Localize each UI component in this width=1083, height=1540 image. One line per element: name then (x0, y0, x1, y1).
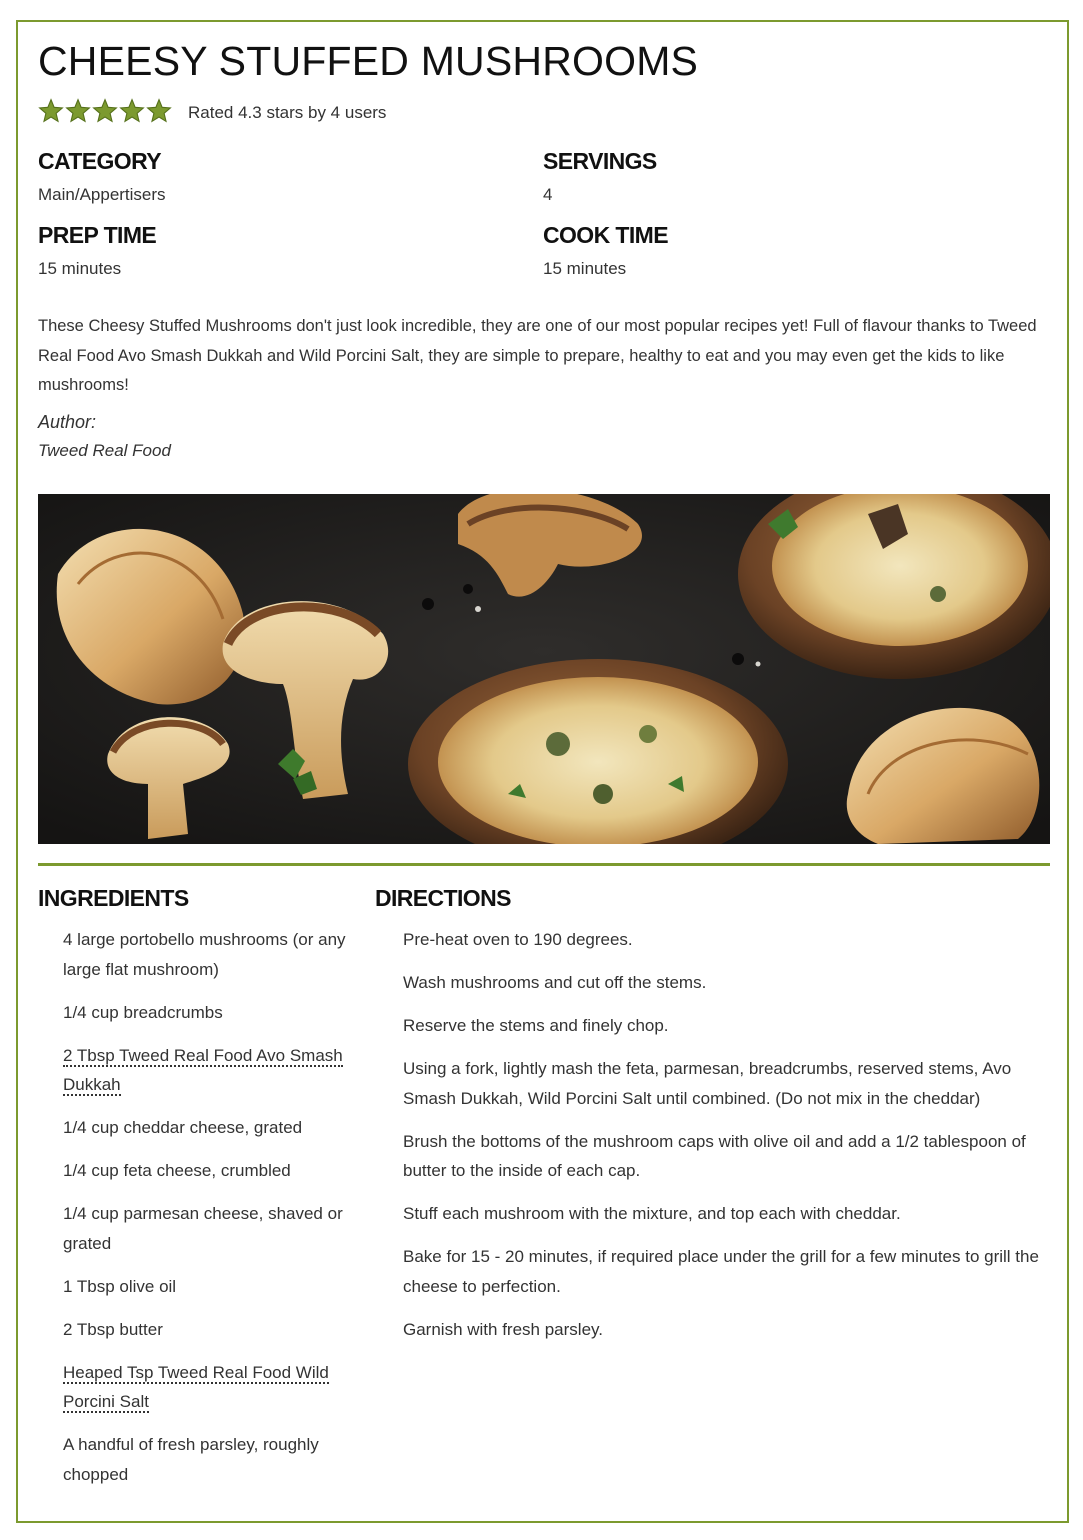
ingredient-item: 1/4 cup cheddar cheese, grated (63, 1118, 303, 1137)
ingredient-item: 1 Tbsp olive oil (63, 1276, 177, 1296)
direction-step: Using a fork, lightly mash the feta, parmesan, breadcrumbs, reserved stems, Avo Smash Dukkah, Wild Porcini Salt until combined. (Do not mix in the cheddar) (403, 1059, 1012, 1108)
ingredient-item: 1/4 cup breadcrumbs (63, 1002, 223, 1022)
star-rating[interactable] (38, 98, 172, 124)
direction-step: Stuff each mushroom with the mixture, and top each with cheddar. (403, 1204, 901, 1223)
author-name: Tweed Real Food (38, 441, 171, 460)
category-label: CATEGORY (38, 148, 161, 174)
star-icon[interactable] (65, 98, 91, 124)
ingredient-item: 1/4 cup parmesan cheese, shaved or grated (63, 1204, 343, 1253)
cook-time-label: COOK TIME (543, 222, 668, 248)
section-divider (38, 863, 1050, 866)
direction-step: Bake for 15 - 20 minutes, if required place under the grill for a few minutes to grill the cheese to perfection. (403, 1247, 1039, 1296)
cook-time-value: 15 minutes (543, 259, 627, 278)
rating (38, 98, 386, 124)
ingredient-item: 4 large portobello mushrooms (or any large flat mushroom) (63, 930, 346, 979)
servings-label: SERVINGS (543, 148, 657, 174)
direction-step: Wash mushrooms and cut off the stems. (403, 973, 707, 992)
author-label: Author: (38, 412, 97, 432)
direction-step: Reserve the stems and finely chop. (403, 1016, 669, 1035)
prep-time-label: PREP TIME (38, 222, 157, 248)
rating-text: Rated 4.3 stars by 4 users (188, 103, 387, 122)
category-value: Main/Appertisers (38, 185, 166, 204)
ingredient-item: 1/4 cup feta cheese, crumbled (63, 1161, 291, 1180)
directions-title: DIRECTIONS (375, 885, 511, 911)
ingredient-link-avo-smash-dukkah[interactable]: 2 Tbsp Tweed Real Food Avo Smash Dukkah (63, 1045, 343, 1094)
recipe-hero-image (38, 494, 1050, 844)
star-icon[interactable] (146, 98, 172, 124)
direction-step: Garnish with fresh parsley. (403, 1319, 603, 1339)
star-icon[interactable] (38, 98, 64, 124)
ingredient-link-wild-porcini-salt[interactable]: Heaped Tsp Tweed Real Food Wild Porcini Salt (63, 1362, 329, 1411)
star-icon[interactable] (119, 98, 145, 124)
direction-step: Pre-heat oven to 190 degrees. (403, 930, 633, 949)
recipe-description: These Cheesy Stuffed Mushrooms don't just look incredible, they are one of our most popular recipes yet! Full of flavour thanks to Tweed Real Food Avo Smash Dukkah and Wild Porcini Salt, they are simple to prepare, healthy to eat and you may even get the kids to like mushrooms! (38, 317, 1037, 394)
ingredient-item: 2 Tbsp butter (63, 1319, 163, 1339)
direction-step: Brush the bottoms of the mushroom caps with olive oil and add a 1/2 tablespoon of butter to the inside of each cap. (403, 1131, 1026, 1180)
directions-list (403, 925, 1048, 1358)
ingredient-item: A handful of fresh parsley, roughly chopped (63, 1435, 319, 1484)
servings-value: 4 (543, 185, 553, 204)
prep-time-value: 15 minutes (38, 259, 122, 278)
recipe-title: CHEESY STUFFED MUSHROOMS (38, 38, 699, 84)
ingredients-title: INGREDIENTS (38, 885, 189, 911)
ingredients-list (63, 925, 373, 1503)
star-icon[interactable] (92, 98, 118, 124)
